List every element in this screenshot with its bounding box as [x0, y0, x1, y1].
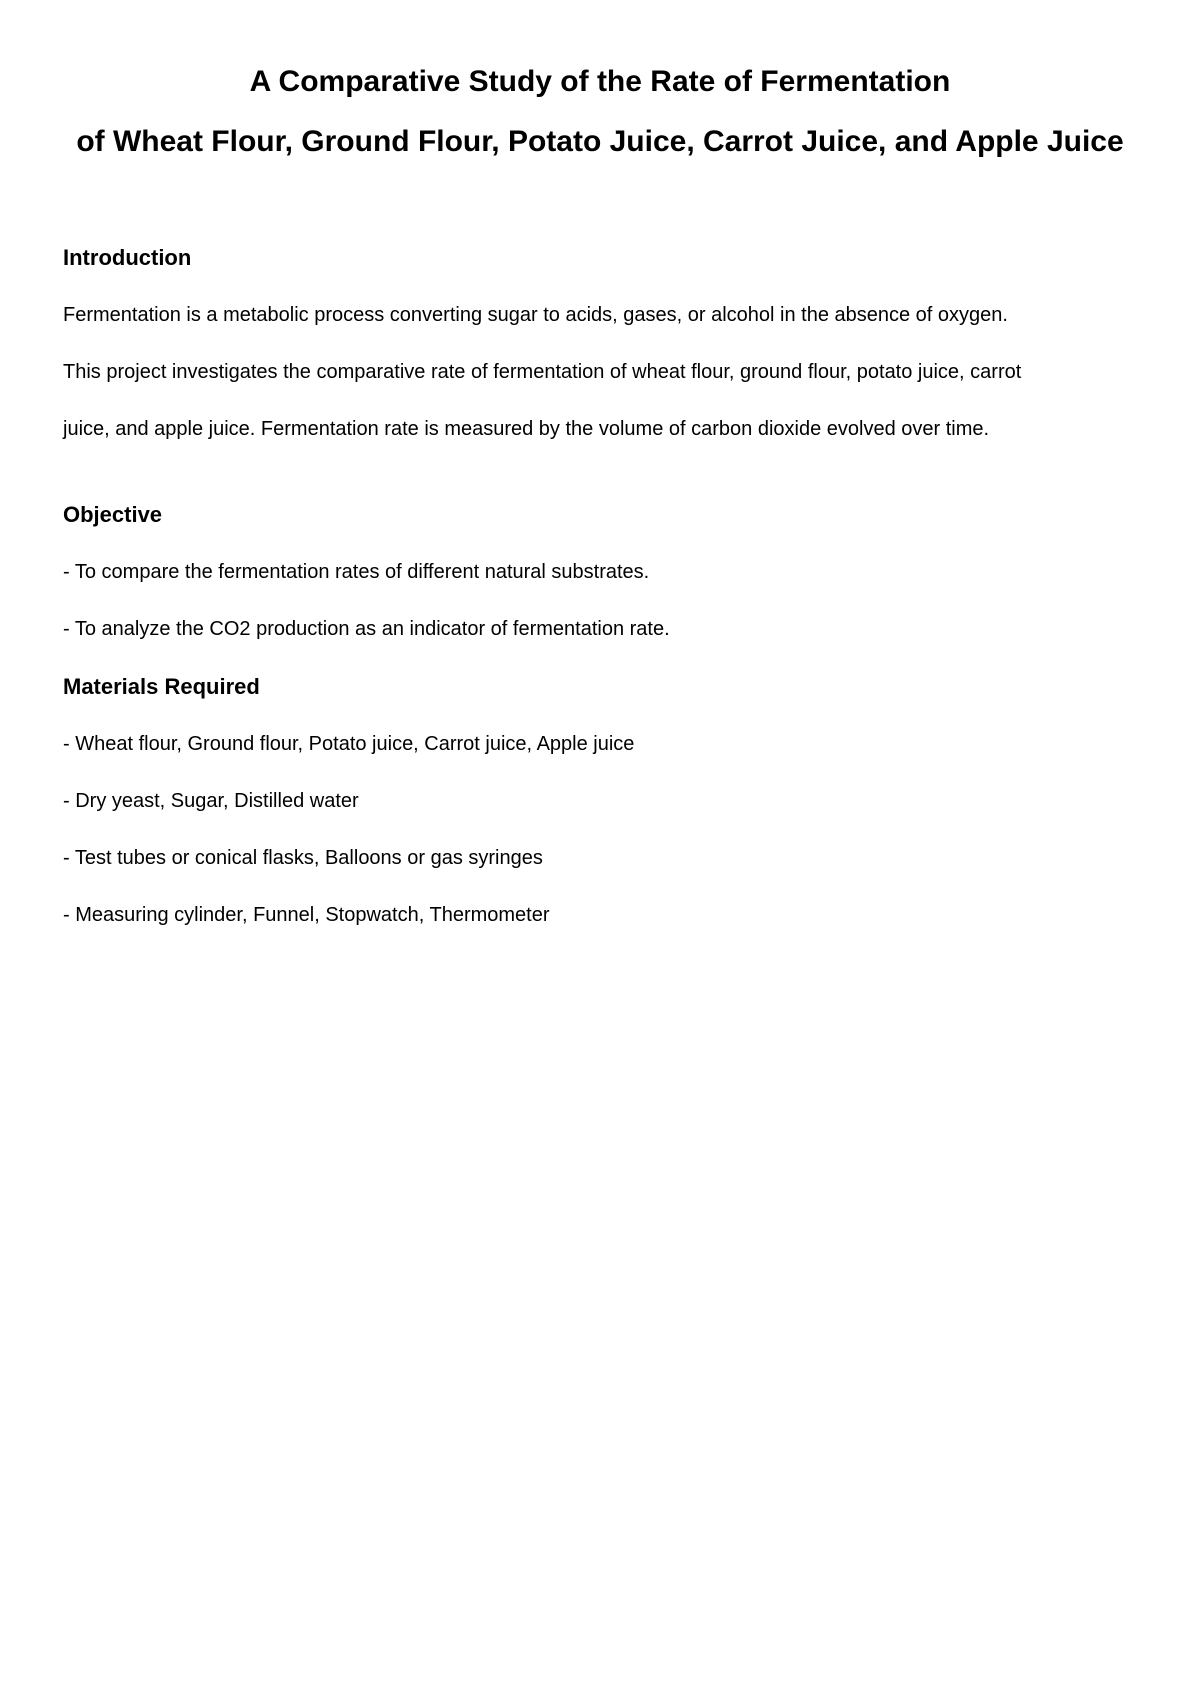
materials-item: - Dry yeast, Sugar, Distilled water	[63, 790, 359, 812]
introduction-line: juice, and apple juice. Fermentation rate is measured by the volume of carbon dioxide evolved over time.	[63, 418, 990, 440]
introduction-line: Fermentation is a metabolic process converting sugar to acids, gases, or alcohol in the absence of oxygen.	[63, 304, 1008, 326]
objective-item: - To analyze the CO2 production as an indicator of fermentation rate.	[63, 618, 670, 640]
document-title-line-1: A Comparative Study of the Rate of Fermentation	[249, 65, 951, 98]
introduction-heading: Introduction	[63, 245, 192, 270]
materials-item: - Test tubes or conical flasks, Balloons or gas syringes	[63, 847, 543, 869]
materials-heading: Materials Required	[63, 674, 260, 699]
document-title-line-2: of Wheat Flour, Ground Flour, Potato Juice, Carrot Juice, and Apple Juice	[76, 125, 1124, 158]
materials-item: - Measuring cylinder, Funnel, Stopwatch, Thermometer	[63, 904, 550, 926]
objective-item: - To compare the fermentation rates of different natural substrates.	[63, 561, 650, 583]
introduction-line: This project investigates the comparative rate of fermentation of wheat flour, ground flour, potato juice, carrot	[63, 361, 1022, 383]
objective-heading: Objective	[63, 502, 163, 527]
materials-item: - Wheat flour, Ground flour, Potato juice, Carrot juice, Apple juice	[63, 733, 635, 755]
